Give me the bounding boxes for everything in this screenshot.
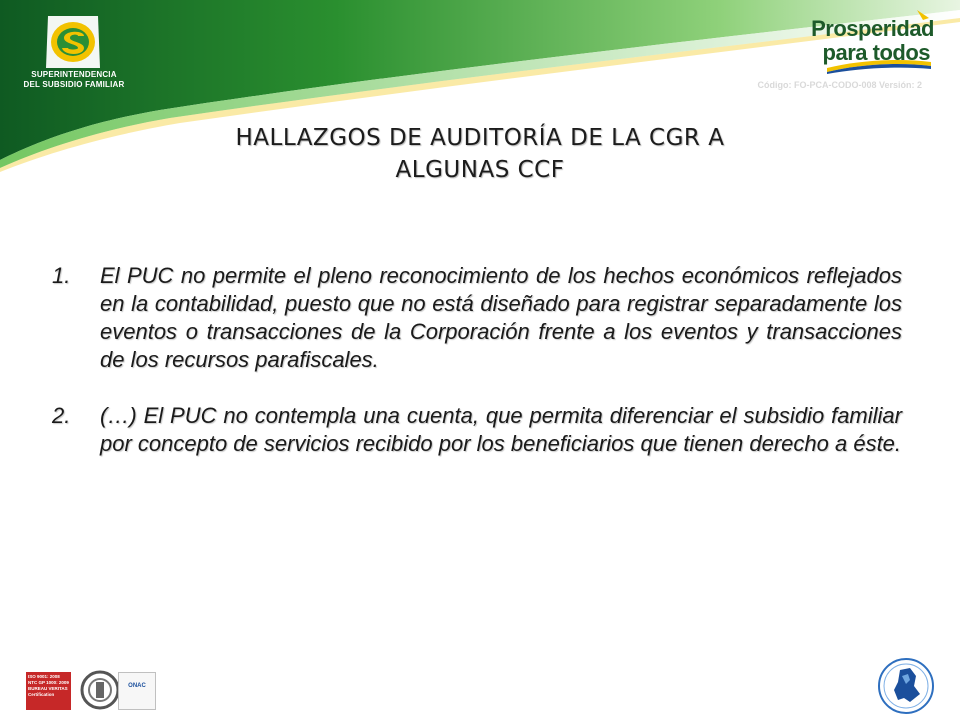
findings-list [52,262,902,486]
iso-line-3: BUREAU VERITAS [28,686,68,691]
iso-line-4: Certification [28,692,55,697]
onac-label: ONAC [128,683,146,689]
brand-line-2: para todos [822,40,930,65]
logo-line-1: SUPERINTENDENCIA [31,70,117,79]
iso-line-1: ISO 9001: 2008 [28,674,60,679]
colombia-map-icon [876,656,936,716]
page-title [150,122,810,186]
document-code: Código: FO-PCA-CODO-008 Versión: 2 [757,80,922,90]
list-item [52,402,902,458]
logo-line-2: DEL SUBSIDIO FAMILIAR [23,80,125,89]
list-item [52,262,902,374]
logo-text [14,70,134,90]
brand-line-1: Prosperidad [811,16,934,41]
iso-certification-badge [26,672,71,710]
list-item-number: 2. [52,403,71,428]
iso-line-2: NTC GP 1000: 2009 [28,680,69,685]
title-line-1: HALLAZGOS DE AUDITORÍA DE LA CGR A [235,125,725,151]
title-line-2: ALGUNAS CCF [395,157,565,183]
prosperidad-brand [811,10,934,74]
list-item-text: El PUC no permite el pleno reconocimiento de los hechos económicos reflejados en la contabilidad, puesto que no está diseñado para registrar separadamente los eventos o transacciones de la Corporación frente a los eventos y transacciones de los recursos parafiscales. [100,263,902,372]
certifications-strip [26,668,156,712]
list-item-text: (…) El PUC no contempla una cuenta, que permita diferenciar el subsidio familiar por concepto de servicios recibido por los beneficiarios que tienen derecho a éste. [100,403,902,456]
onac-badge [118,672,156,710]
list-item-number: 1. [52,263,71,288]
